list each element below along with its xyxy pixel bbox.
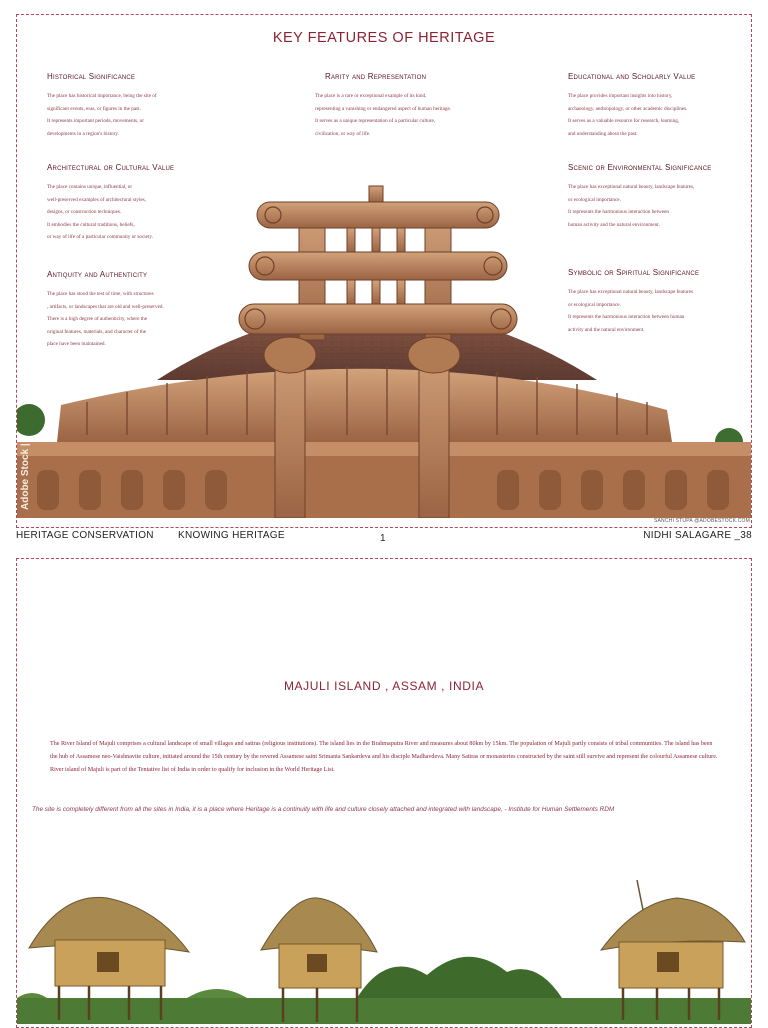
majuli-title: MAJULI ISLAND , ASSAM , INDIA xyxy=(283,679,485,693)
feature-heading: Scenic or Environmental Significance xyxy=(568,163,712,172)
feature-antiquity-authenticity xyxy=(47,270,222,351)
feature-heading: Antiquity and Authenticity xyxy=(47,270,148,279)
majuli-description: The River Island of Majuli comprises a cultural landscape of small villages and sattras (religious institutions). The island lies in the Brahmaputra River and measures about 80km by 15km. The population of Majuli partly consists of tribal communities. The island has been the hub of Assamese neo-Vaishnavite culture, initiated around the 15th century by the revered Assamese saint Srimanta Sankardeva and his disciple Madhavdeva. Many Sattras or monasteries constructed by the saint still survive and represent the colourful Assamese culture. River island of Majuli is part of the Tentative list of India in order to qualify for inclusion in the World Heritage List. xyxy=(50,741,718,773)
footer-section-title: HERITAGE CONSERVATION xyxy=(16,530,154,541)
feature-heading: Symbolic or Spiritual Significance xyxy=(568,268,700,277)
feature-body: The place contains unique, influential, or well-preserved examples of architectural styles, designs, or construction techniques. It embodies the cultural traditions, beliefs, or way of life of a particular community or society. xyxy=(47,184,153,240)
feature-body: The place provides important insights into history, archaeology, anthropology, or other academic disciplines. It serves as a valuable resource for research, learning, and understanding about the past. xyxy=(568,93,688,137)
feature-body: The place has exceptional natural beauty, landscape features or ecological importance. It represents the harmonious interaction between human activity and the natural environment. xyxy=(568,289,693,333)
page-title: KEY FEATURES OF HERITAGE xyxy=(272,30,496,46)
feature-heading: Historical Significance xyxy=(47,72,136,81)
footer-subsection-title: KNOWING HERITAGE xyxy=(178,530,285,541)
feature-body: The place has exceptional natural beauty, landscape features, or ecological importance. It represents the harmonious interaction between human activity and the natural environment. xyxy=(568,184,695,228)
feature-body: The place has historical importance, being the site of significant events, eras, or figures in the past. It represents important periods, movements, or developments in a region's history. xyxy=(47,93,157,137)
feature-heading: Architectural or Cultural Value xyxy=(47,163,175,172)
majuli-quote: The site is completely different from all the sites in India, it is a place where Heritage is a continuity with life and culture closely attached and integrated with landscape, - Institute for Human Settlements RDM xyxy=(32,806,615,813)
image-credit-vertical: Adobe Stock | xyxy=(20,443,31,510)
footer-page-number: 1 xyxy=(380,533,386,544)
feature-body: The place has stood the test of time, with structures , artifacts, or landscapes that are old and well-preserved. There is a high degree of authenticity, where the original features, materials, and character of the place have been maintained. xyxy=(47,291,164,347)
majuli-huts-image xyxy=(17,880,751,1024)
feature-heading: Rarity and Representation xyxy=(325,72,427,81)
feature-educational-scholarly xyxy=(568,72,743,140)
feature-rarity-representation xyxy=(315,72,505,140)
feature-body: The place is a rare or exceptional example of its kind, representing a vanishing or endangered aspect of human heritage. It serves as a unique representation of a particular culture, civilization, or way of life. xyxy=(315,93,452,137)
feature-historical-significance xyxy=(47,72,222,140)
feature-architectural-cultural xyxy=(47,163,222,244)
feature-scenic-environmental xyxy=(568,163,743,231)
image-caption: SANCHI STUPA @ADOBESTOCK.COM xyxy=(653,518,750,524)
footer-author: NIDHI SALAGARE _38 xyxy=(643,530,752,541)
feature-symbolic-spiritual xyxy=(568,268,743,336)
feature-heading: Educational and Scholarly Value xyxy=(568,72,696,81)
